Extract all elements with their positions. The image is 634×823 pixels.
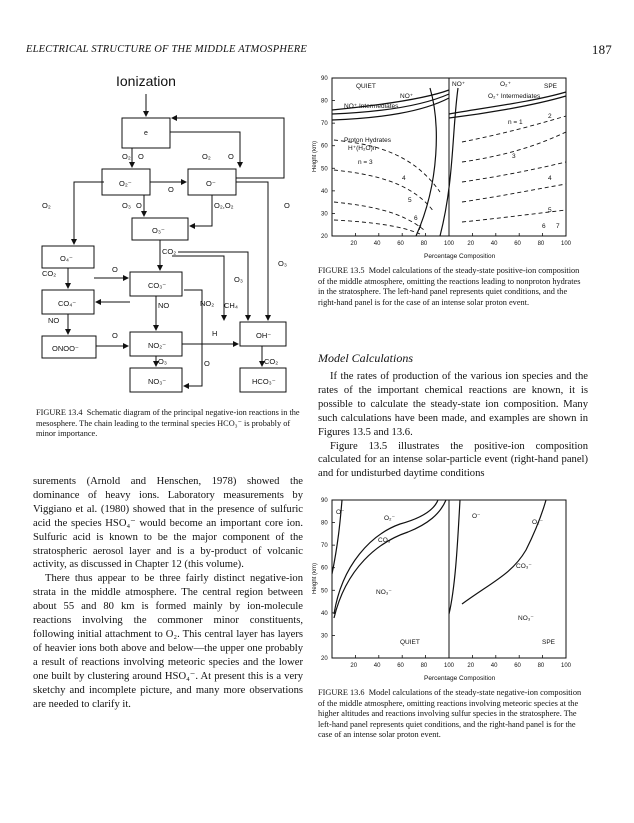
label-o-minus-r: O⁻ — [472, 513, 481, 520]
label-quiet: QUIET — [356, 83, 376, 90]
rx-o-a: O — [138, 152, 144, 161]
label-nop-intermediates: NO⁺ Intermediates — [344, 103, 399, 110]
caption-text: Model calculations of the steady-state positive-ion composition of the middle atmosphere, omitting the reactions leading to nonproton hydrates in the stratosphere. The left-hand panel represents quiet conditions, and the right-hand panel is for the case of an intense solar proton event. — [318, 266, 581, 307]
running-title: ELECTRICAL STRUCTURE OF THE MIDDLE ATMOSPHERE — [26, 44, 307, 55]
y-tick-label: 90 — [321, 76, 328, 82]
rx-co2-b: CO₂ — [162, 247, 177, 256]
rx-o2-a: O₂ — [122, 152, 131, 161]
label-no3-minus-r: NO₃⁻ — [518, 615, 534, 622]
node-e: e — [144, 130, 148, 137]
rx-co2-c: CO₂ — [264, 357, 279, 366]
y-tick-label: 20 — [321, 234, 328, 240]
label-c5: 5 — [408, 197, 412, 204]
paragraph: surements (Arnold and Henschen, 1978) showed the dominance of heavy ions. Laboratory measurements by Viggiano et al. (1980) showed that in the presence of sulfuric acid the species HSO₄⁻ would become an important core ion. Sulfuric acid is known to be the major component of the stratospheric aerosol layer and is a by-product of volcanic activity, as discussed in Chapter 12 (this volume). — [33, 476, 303, 571]
label-r5: 5 — [548, 207, 552, 214]
x-tick-label: 100 — [444, 241, 455, 247]
x-tick-label: 40 — [490, 663, 498, 669]
node-onoo-minus: ONOO⁻ — [52, 344, 79, 353]
node-o-minus: O⁻ — [206, 179, 216, 188]
x-tick-label: 20 — [350, 663, 358, 669]
x-tick-label: 80 — [537, 663, 545, 669]
rx-no2-a: NO₂ — [200, 299, 215, 308]
x-tick-label: 100 — [444, 663, 455, 669]
y-tick-label: 60 — [321, 565, 328, 572]
y-tick-label: 80 — [321, 98, 328, 105]
x-axis-label: Percentage Composition — [424, 253, 496, 260]
paragraph: Figure 13.5 illustrates the positive-ion composition calculated for an intense solar-particle event (right-hand panel) and for undisturbed daytime conditions — [318, 440, 588, 480]
label-ionization: Ionization — [116, 73, 176, 89]
rx-o2-c: O₂ — [42, 201, 51, 210]
label-o2-minus-r: O₂⁻ — [532, 519, 544, 526]
rx-no-b: NO — [158, 301, 170, 310]
label-quiet: QUIET — [400, 639, 420, 646]
x-tick-label: 20 — [467, 663, 475, 669]
section-title: Model Calculations — [318, 351, 413, 365]
node-no3-minus: NO₃⁻ — [148, 377, 167, 386]
x-tick-label: 40 — [373, 241, 381, 247]
node-hco3-minus: HCO₃⁻ — [252, 377, 276, 386]
label-r6: 6 — [542, 223, 546, 230]
rx-o-g: O — [112, 331, 118, 340]
label-nop: NO⁺ — [400, 93, 414, 100]
label-n3: n = 3 — [358, 159, 373, 166]
label-co3-minus-r: CO₃⁻ — [516, 563, 532, 570]
label-hh2on: H⁺(H₂O)n — [348, 145, 377, 152]
x-tick-label: 60 — [514, 663, 521, 669]
y-axis-label: Height (km) — [312, 562, 318, 594]
caption-label: FIGURE 13.6 — [318, 688, 365, 697]
y-tick-label: 80 — [321, 520, 328, 527]
y-tick-label: 20 — [321, 656, 328, 662]
x-tick-label: 60 — [514, 241, 521, 247]
label-spe: SPE — [542, 639, 556, 646]
figure-13-5-caption — [318, 266, 586, 308]
label-nop-r: NO⁺ — [452, 81, 466, 88]
label-no3-minus-l: NO₃⁻ — [376, 589, 392, 596]
label-o2-minus-l: O₂⁻ — [384, 515, 396, 522]
rx-h: H — [212, 329, 218, 338]
left-column-text — [33, 475, 303, 711]
label-o-minus-l: O⁻ — [336, 509, 345, 516]
x-tick-label: 80 — [537, 241, 545, 247]
y-axis-label: Height (km) — [312, 140, 318, 172]
paragraph: If the rates of production of the various ion species and the rates of the important chemical reactions are known, it is possible to calculate the steady-state ion composition. Many such calculations have been made, and examples are shown in Figures 13.5 and 13.6. — [318, 371, 588, 438]
y-tick-label: 60 — [321, 143, 328, 150]
rx-o-h: O — [204, 359, 210, 368]
node-oh-minus: OH⁻ — [256, 331, 272, 340]
figure-13-4-diagram — [28, 66, 314, 410]
x-tick-label: 20 — [350, 241, 358, 247]
x-tick-label: 60 — [397, 663, 404, 669]
paragraph: There thus appear to be three fairly distinct negative-ion strata in the middle atmosphere. The central region between about 55 and 80 km is formed mainly by ion-molecule reactions involving the commoner minor constituents, following initial attachment to O₂. This central layer has layers of heavier ions both above and below—the upper one probably a result of reactions involving meteoric species and the lower one built by clustering around HSO₄⁻. At present this is a very sketchy and incomplete picture, and many more observations are needed to clarify it. — [33, 573, 303, 710]
rx-o-d: O — [136, 201, 142, 210]
rx-o-b: O — [228, 152, 234, 161]
x-tick-label: 80 — [420, 241, 428, 247]
label-proton-hydrates: Proton Hydrates — [344, 137, 391, 144]
node-co4-minus: CO₄⁻ — [58, 299, 77, 308]
y-tick-label: 30 — [321, 633, 328, 640]
rx-o3-c: O₃ — [234, 275, 243, 284]
y-tick-label: 90 — [321, 498, 328, 504]
x-tick-label: 40 — [490, 241, 498, 247]
label-c7: 7 — [418, 225, 422, 232]
caption-text: Model calculations of the steady-state negative-ion composition of the middle atmosphere, omitting reactions involving meteoric species at the higher altitudes and reactions involving sulfur species in the stratosphere. The left-hand panel represents quiet conditions, and the right-hand panel is for the case of an intense solar proton event. — [318, 688, 582, 740]
rx-o2o2: O₂,O₂ — [214, 201, 234, 210]
rx-o-f: O — [112, 265, 118, 274]
rx-ch4: CH₄ — [224, 301, 238, 310]
figure-13-6-caption — [318, 688, 586, 741]
rx-o3-b: O₃ — [278, 259, 287, 268]
x-tick-label: 100 — [561, 663, 572, 669]
node-no2-minus: NO₂⁻ — [148, 341, 167, 350]
rx-no-a: NO — [48, 316, 60, 325]
x-tick-label: 100 — [561, 241, 572, 247]
label-spe: SPE — [544, 83, 558, 90]
x-tick-label: 20 — [467, 241, 475, 247]
right-column-text — [318, 370, 588, 481]
rx-co2-a: CO₂ — [42, 269, 57, 278]
caption-text: Schematic diagram of the principal negative-ion reactions in the mesosphere. The chain leading to the terminal species HCO₃⁻ is probably of minor importance. — [36, 408, 300, 439]
label-c6: 6 — [414, 215, 418, 222]
label-o2p: O₂⁺ — [500, 81, 512, 88]
x-tick-label: 60 — [397, 241, 404, 247]
rx-o-e: O — [284, 201, 290, 210]
y-tick-label: 30 — [321, 211, 328, 218]
node-o4-minus: O₄⁻ — [60, 254, 73, 263]
y-tick-label: 70 — [321, 121, 328, 128]
label-co3-minus-l: CO₃⁻ — [378, 537, 394, 544]
rx-o2-b: O₂ — [202, 152, 211, 161]
figure-13-6-chart — [312, 494, 582, 682]
x-tick-label: 40 — [373, 663, 381, 669]
x-axis-label: Percentage Composition — [424, 675, 496, 682]
label-r7: 7 — [556, 223, 560, 230]
y-tick-label: 50 — [321, 166, 328, 173]
y-tick-label: 50 — [321, 588, 328, 595]
label-n1: n = 1 — [508, 119, 523, 126]
running-header — [26, 44, 612, 58]
y-tick-label: 40 — [321, 610, 328, 617]
caption-label: FIGURE 13.4 — [36, 408, 83, 417]
rx-o3-a: O₃ — [122, 201, 131, 210]
label-r3: 3 — [512, 153, 516, 160]
label-r4: 4 — [548, 175, 552, 182]
label-c4: 4 — [402, 175, 406, 182]
figure-13-5-chart — [312, 72, 582, 260]
y-tick-label: 70 — [321, 543, 328, 550]
figure-13-4-caption — [36, 408, 300, 440]
node-o2-minus: O₂⁻ — [119, 179, 132, 188]
y-tick-label: 40 — [321, 188, 328, 195]
node-co3-minus: CO₃⁻ — [148, 281, 167, 290]
rx-o3-d: O₃ — [158, 357, 167, 366]
x-tick-label: 80 — [420, 663, 428, 669]
label-o2p-intermediates: O₂⁺ Intermediates — [488, 93, 541, 100]
rx-o-c: O — [168, 185, 174, 194]
caption-label: FIGURE 13.5 — [318, 266, 365, 275]
page-number: 187 — [591, 42, 612, 57]
label-r2: 2 — [548, 113, 552, 120]
node-o3-minus: O₃⁻ — [152, 226, 165, 235]
